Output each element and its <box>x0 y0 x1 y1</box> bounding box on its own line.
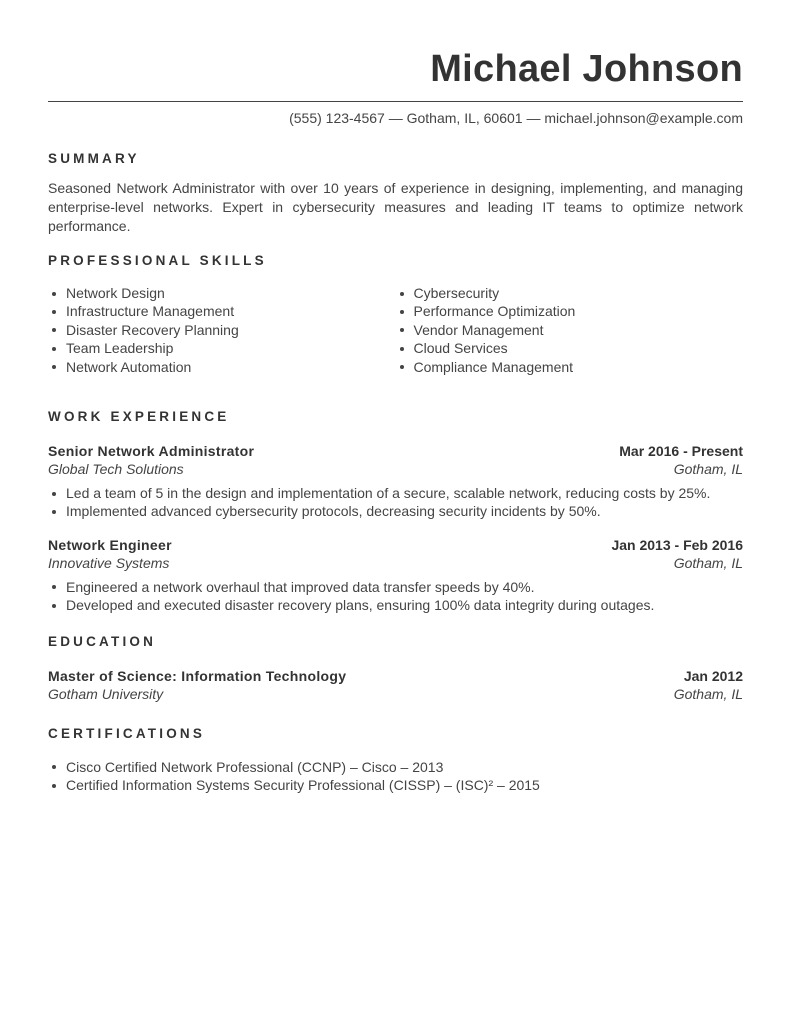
achievement-item: Led a team of 5 in the design and implementation of a secure, scalable network, reducing costs by 25%. <box>48 484 743 502</box>
contact-line: (555) 123-4567 — Gotham, IL, 60601 — michael.johnson@example.com <box>289 110 743 126</box>
job-header-row <box>48 536 743 554</box>
candidate-name: Michael Johnson <box>430 48 743 90</box>
skill-item: Compliance Management <box>396 358 744 376</box>
skill-item: Performance Optimization <box>396 302 744 320</box>
job-entry <box>48 536 743 615</box>
job-company-row <box>48 554 743 573</box>
education-school-row <box>48 685 743 704</box>
skill-item: Cloud Services <box>396 339 744 357</box>
skills-heading: PROFESSIONAL SKILLS <box>48 253 267 268</box>
degree-date: Jan 2012 <box>683 667 743 684</box>
summary-heading: SUMMARY <box>48 151 140 166</box>
job-header-row <box>48 442 743 460</box>
degree-name: Master of Science: Information Technology <box>48 667 347 684</box>
skills-column-right <box>396 284 744 376</box>
skill-item: Network Automation <box>48 358 396 376</box>
education-header-row <box>48 667 743 685</box>
experience-heading: WORK EXPERIENCE <box>48 409 230 425</box>
skill-item: Team Leadership <box>48 339 396 357</box>
resume-header <box>48 0 743 127</box>
job-title: Network Engineer <box>48 536 172 553</box>
job-company-row <box>48 460 743 479</box>
achievement-item: Engineered a network overhaul that improved data transfer speeds by 40%. <box>48 578 743 596</box>
job-dates: Jan 2013 - Feb 2016 <box>611 536 743 553</box>
skill-item: Infrastructure Management <box>48 302 396 320</box>
education-heading: EDUCATION <box>48 633 157 649</box>
skills-list <box>48 284 743 376</box>
education-entry <box>48 667 743 704</box>
certification-item: Cisco Certified Network Professional (CCNP) – Cisco – 2013 <box>48 758 743 776</box>
skills-column-left <box>48 284 396 376</box>
job-company: Innovative Systems <box>48 554 170 571</box>
job-company: Global Tech Solutions <box>48 461 184 478</box>
summary-text: Seasoned Network Administrator with over 10 years of experience in designing, implementing, and managing enterprise-level networks. Expert in cybersecurity measures and leading IT teams to optimize network performance. <box>48 180 743 234</box>
job-achievements <box>48 484 743 521</box>
skill-item: Vendor Management <box>396 321 744 339</box>
skill-item: Disaster Recovery Planning <box>48 321 396 339</box>
job-title: Senior Network Administrator <box>48 443 255 460</box>
job-location: Gotham, IL <box>673 461 743 478</box>
header-divider <box>48 101 743 102</box>
job-achievements <box>48 578 743 615</box>
job-entry <box>48 442 743 521</box>
certification-item: Certified Information Systems Security Professional (CISSP) – (ISC)² – 2015 <box>48 776 743 794</box>
skill-item: Network Design <box>48 284 396 302</box>
certifications-heading: CERTIFICATIONS <box>48 725 206 741</box>
job-location: Gotham, IL <box>673 554 743 571</box>
school-name: Gotham University <box>48 685 164 702</box>
skill-item: Cybersecurity <box>396 284 744 302</box>
certifications-list <box>48 758 743 795</box>
school-location: Gotham, IL <box>673 685 743 702</box>
achievement-item: Implemented advanced cybersecurity protocols, decreasing security incidents by 50%. <box>48 502 743 520</box>
achievement-item: Developed and executed disaster recovery plans, ensuring 100% data integrity during outages. <box>48 596 743 614</box>
job-dates: Mar 2016 - Present <box>619 443 743 460</box>
